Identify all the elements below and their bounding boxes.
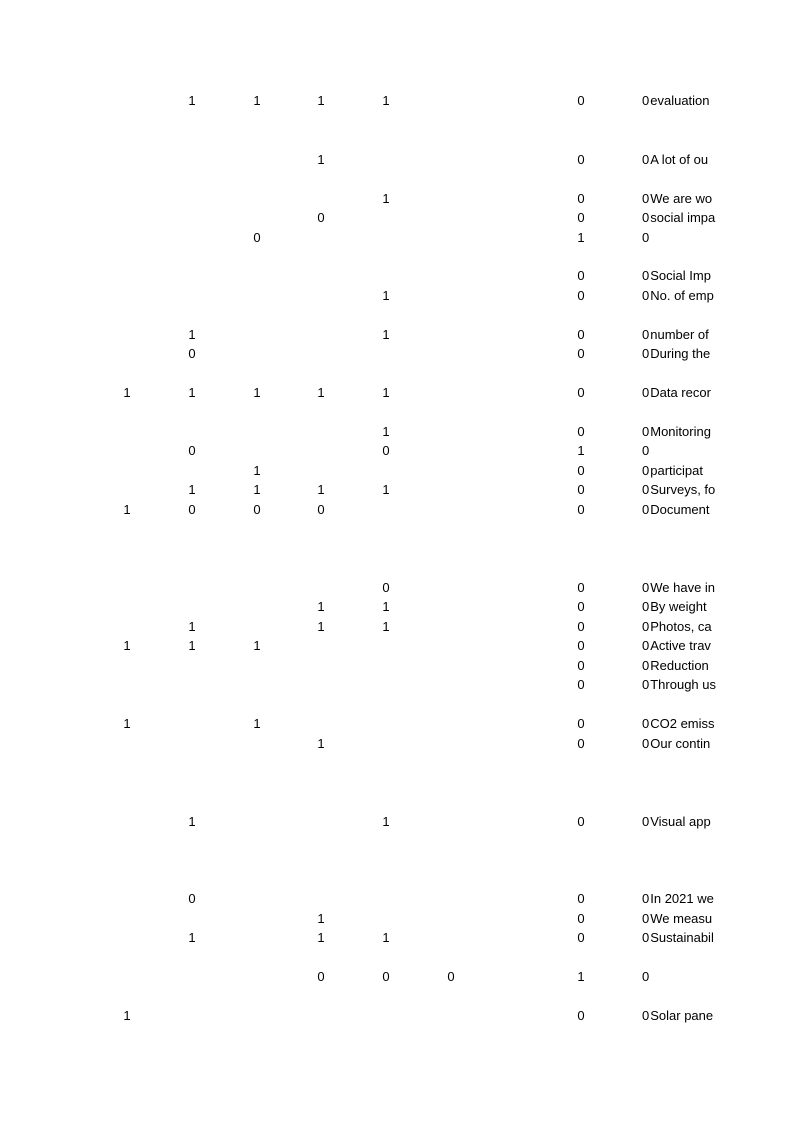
table-row (0, 442, 800, 460)
cell-c3: 1 (253, 482, 261, 497)
table-row (0, 345, 800, 363)
cell-notes (642, 637, 716, 655)
cell-notes (642, 92, 716, 110)
cell-c9: 0 (642, 1008, 650, 1023)
cell-c2: 1 (188, 327, 196, 342)
table-row (0, 813, 800, 831)
cell-c9: 0 (642, 482, 650, 497)
table-row (0, 929, 800, 947)
cell-c8: 0 (577, 327, 585, 342)
cell-c9: 0 (642, 658, 650, 673)
cell-c4: 0 (317, 210, 325, 225)
cell-c9: 0 (642, 716, 650, 731)
cell-c9: 0 (642, 210, 650, 225)
cell-c1: 1 (123, 385, 131, 400)
cell-c8: 0 (577, 658, 585, 673)
cell-text: Monitoring (650, 424, 711, 439)
cell-text: Solar pane (650, 1008, 714, 1023)
table-row (0, 190, 800, 208)
cell-text: Sustainabil (650, 930, 714, 945)
cell-text: evaluation (650, 93, 710, 108)
cell-c1: 1 (123, 502, 131, 517)
cell-c5: 1 (382, 424, 390, 439)
cell-text: CO2 emiss (650, 716, 715, 731)
cell-text: A lot of ou (650, 152, 709, 167)
cell-c9: 0 (642, 814, 650, 829)
table-row (0, 92, 800, 110)
table-row (0, 910, 800, 928)
cell-c8: 0 (577, 716, 585, 731)
cell-c5: 0 (382, 969, 390, 984)
cell-text: number of (650, 327, 709, 342)
cell-c8: 0 (577, 736, 585, 751)
cell-c1: 1 (123, 638, 131, 653)
cell-notes (642, 229, 716, 247)
cell-c8: 0 (577, 424, 585, 439)
table-row (0, 267, 800, 285)
cell-c9: 0 (642, 152, 650, 167)
cell-text: Reduction (650, 658, 709, 673)
cell-c9: 0 (642, 463, 650, 478)
table-row (0, 968, 800, 986)
cell-text: We are wo (650, 191, 713, 206)
cell-notes (642, 209, 716, 227)
cell-c4: 1 (317, 152, 325, 167)
table-row (0, 637, 800, 655)
cell-notes (642, 929, 716, 947)
cell-c4: 1 (317, 93, 325, 108)
table-row (0, 579, 800, 597)
cell-c8: 0 (577, 385, 585, 400)
cell-c8: 0 (577, 930, 585, 945)
cell-c5: 1 (382, 599, 390, 614)
cell-c4: 1 (317, 911, 325, 926)
cell-text: Active trav (650, 638, 711, 653)
table-row (0, 287, 800, 305)
cell-notes (642, 579, 716, 597)
cell-c5: 1 (382, 327, 390, 342)
table-row (0, 462, 800, 480)
table-row (0, 1007, 800, 1025)
cell-c2: 0 (188, 891, 196, 906)
cell-c4: 1 (317, 930, 325, 945)
cell-notes (642, 462, 716, 480)
cell-c5: 1 (382, 191, 390, 206)
cell-c4: 0 (317, 969, 325, 984)
cell-c5: 1 (382, 482, 390, 497)
table-row (0, 423, 800, 441)
cell-text: Our contin (650, 736, 711, 751)
cell-c3: 1 (253, 716, 261, 731)
cell-c9: 0 (642, 736, 650, 751)
table-row (0, 384, 800, 402)
cell-c8: 0 (577, 268, 585, 283)
cell-text: social impa (650, 210, 716, 225)
cell-c8: 0 (577, 1008, 585, 1023)
cell-c8: 0 (577, 814, 585, 829)
cell-notes (642, 345, 716, 363)
cell-c5: 1 (382, 288, 390, 303)
cell-c2: 1 (188, 930, 196, 945)
cell-text: No. of emp (650, 288, 714, 303)
cell-text: Document (650, 502, 710, 517)
cell-c9: 0 (642, 619, 650, 634)
cell-notes (642, 1007, 716, 1025)
table-row (0, 598, 800, 616)
cell-c4: 0 (317, 502, 325, 517)
cell-text: Data recor (650, 385, 711, 400)
table-row (0, 735, 800, 753)
cell-c2: 0 (188, 502, 196, 517)
cell-c9: 0 (642, 327, 650, 342)
cell-c8: 0 (577, 288, 585, 303)
cell-text: Through us (650, 677, 716, 692)
cell-c3: 0 (253, 230, 261, 245)
cell-c8: 0 (577, 619, 585, 634)
cell-c5: 1 (382, 619, 390, 634)
cell-c4: 1 (317, 482, 325, 497)
table-row (0, 481, 800, 499)
cell-c9: 0 (642, 930, 650, 945)
cell-notes (642, 890, 716, 908)
cell-c9: 0 (642, 443, 650, 458)
cell-c5: 1 (382, 93, 390, 108)
cell-c2: 1 (188, 482, 196, 497)
cell-c8: 1 (577, 969, 585, 984)
cell-c9: 0 (642, 288, 650, 303)
cell-c9: 0 (642, 911, 650, 926)
table-row (0, 501, 800, 519)
cell-c9: 0 (642, 268, 650, 283)
cell-c2: 1 (188, 93, 196, 108)
cell-c9: 0 (642, 93, 650, 108)
cell-text: We have in (650, 580, 716, 595)
cell-c4: 1 (317, 619, 325, 634)
cell-c8: 1 (577, 230, 585, 245)
cell-c4: 1 (317, 599, 325, 614)
cell-c9: 0 (642, 969, 650, 984)
cell-c9: 0 (642, 599, 650, 614)
cell-text: By weight (650, 599, 707, 614)
cell-notes (642, 715, 716, 733)
cell-c5: 1 (382, 814, 390, 829)
cell-text: Photos, ca (650, 619, 712, 634)
cell-c5: 1 (382, 385, 390, 400)
cell-c8: 0 (577, 210, 585, 225)
cell-notes (642, 657, 716, 675)
cell-text: During the (650, 346, 711, 361)
cell-c9: 0 (642, 191, 650, 206)
cell-notes (642, 618, 716, 636)
table-row (0, 209, 800, 227)
cell-c3: 1 (253, 93, 261, 108)
cell-notes (642, 267, 716, 285)
cell-notes (642, 910, 716, 928)
cell-c8: 0 (577, 346, 585, 361)
cell-c9: 0 (642, 580, 650, 595)
cell-c2: 1 (188, 385, 196, 400)
table-row (0, 890, 800, 908)
cell-c8: 0 (577, 463, 585, 478)
cell-notes (642, 442, 716, 460)
cell-c8: 0 (577, 891, 585, 906)
cell-c2: 1 (188, 638, 196, 653)
cell-c8: 0 (577, 482, 585, 497)
cell-notes (642, 326, 716, 344)
cell-c2: 1 (188, 814, 196, 829)
cell-notes (642, 598, 716, 616)
cell-c1: 1 (123, 1008, 131, 1023)
cell-c3: 0 (253, 502, 261, 517)
cell-c8: 0 (577, 911, 585, 926)
cell-c3: 1 (253, 638, 261, 653)
cell-notes (642, 190, 716, 208)
cell-c8: 1 (577, 443, 585, 458)
cell-notes (642, 423, 716, 441)
cell-text: Visual app (650, 814, 711, 829)
cell-c9: 0 (642, 385, 650, 400)
cell-c4: 1 (317, 736, 325, 751)
cell-c8: 0 (577, 599, 585, 614)
cell-c3: 1 (253, 385, 261, 400)
cell-c2: 0 (188, 346, 196, 361)
cell-c8: 0 (577, 638, 585, 653)
cell-notes (642, 676, 716, 694)
cell-c8: 0 (577, 152, 585, 167)
table-row (0, 715, 800, 733)
cell-notes (642, 151, 716, 169)
cell-c4: 1 (317, 385, 325, 400)
cell-c8: 0 (577, 502, 585, 517)
cell-text: participat (650, 463, 703, 478)
table-row (0, 676, 800, 694)
cell-notes (642, 501, 716, 519)
cell-text: Social Imp (650, 268, 711, 283)
cell-c6: 0 (447, 969, 455, 984)
cell-text: In 2021 we (650, 891, 714, 906)
cell-c1: 1 (123, 716, 131, 731)
cell-c9: 0 (642, 502, 650, 517)
cell-c8: 0 (577, 580, 585, 595)
cell-c3: 1 (253, 463, 261, 478)
table-row (0, 229, 800, 247)
cell-text: Surveys, fo (650, 482, 716, 497)
table-row (0, 326, 800, 344)
cell-c8: 0 (577, 677, 585, 692)
cell-c9: 0 (642, 424, 650, 439)
cell-c2: 1 (188, 619, 196, 634)
cell-notes (642, 384, 716, 402)
cell-notes (642, 481, 716, 499)
cell-notes (642, 287, 716, 305)
cell-c9: 0 (642, 638, 650, 653)
cell-c9: 0 (642, 230, 650, 245)
cell-c9: 0 (642, 677, 650, 692)
table-row (0, 151, 800, 169)
cell-c2: 0 (188, 443, 196, 458)
table-row (0, 618, 800, 636)
table-row (0, 657, 800, 675)
cell-notes (642, 813, 716, 831)
cell-notes (642, 968, 716, 986)
cell-c5: 0 (382, 443, 390, 458)
cell-c5: 0 (382, 580, 390, 595)
cell-c8: 0 (577, 93, 585, 108)
cell-notes (642, 735, 716, 753)
cell-c5: 1 (382, 930, 390, 945)
cell-c9: 0 (642, 346, 650, 361)
cell-text: We measu (650, 911, 713, 926)
cell-c9: 0 (642, 891, 650, 906)
cell-c8: 0 (577, 191, 585, 206)
